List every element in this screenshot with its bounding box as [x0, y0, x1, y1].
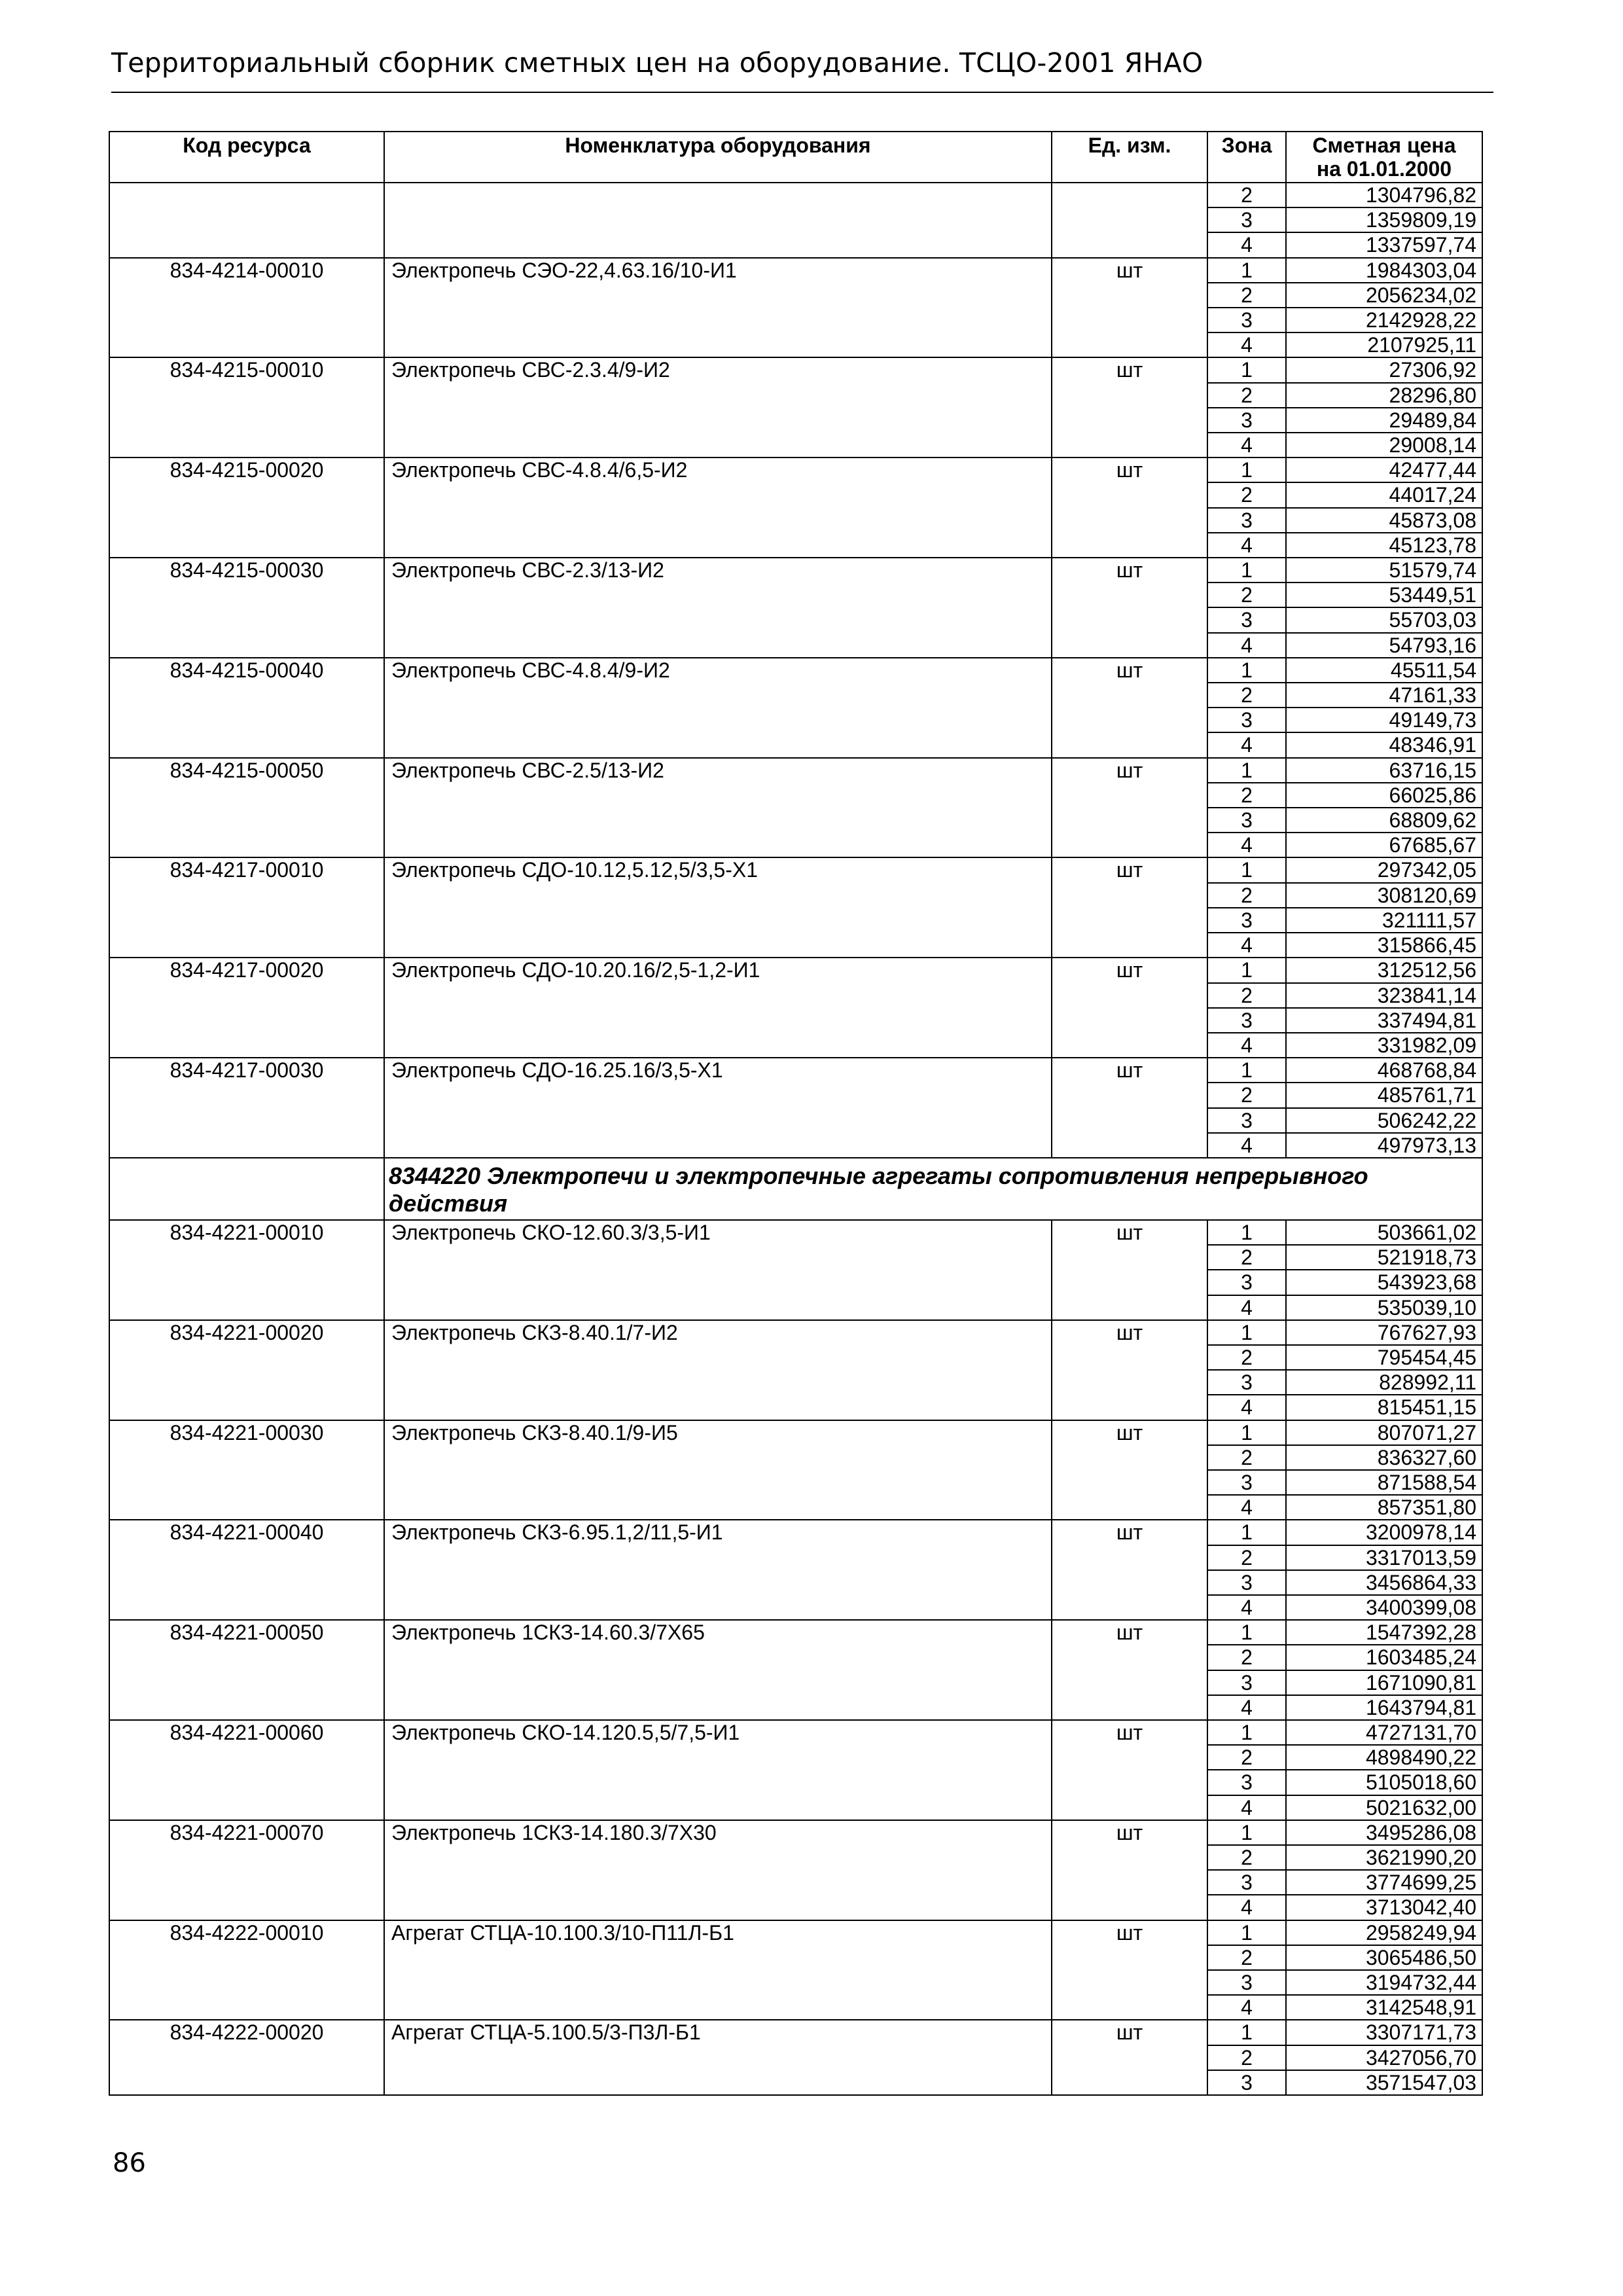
price-cell: 312512,56: [1286, 958, 1482, 982]
price-cell: 45873,08: [1286, 508, 1482, 533]
price-cell: 42477,44: [1286, 457, 1482, 482]
price-cell: 5105018,60: [1286, 1770, 1482, 1795]
price-cell: 3194732,44: [1286, 1970, 1482, 1995]
table-row: [109, 958, 1482, 982]
zone-cell: 3: [1207, 708, 1286, 732]
item-name: Электропечь СКЗ-8.40.1/7-И2: [384, 1320, 1052, 1420]
price-cell: 3456864,33: [1286, 1570, 1482, 1595]
table-row: [109, 1420, 1482, 1445]
price-cell: 1304796,82: [1286, 183, 1482, 207]
item-name: Электропечь СДО-16.25.16/3,5-Х1: [384, 1058, 1052, 1158]
item-name: Электропечь 1СКЗ-14.60.3/7Х65: [384, 1620, 1052, 1720]
item-code: 834-4221-00020: [109, 1320, 384, 1420]
zone-cell: 3: [1207, 607, 1286, 632]
item-unit: шт: [1052, 658, 1207, 758]
item-unit: шт: [1052, 1520, 1207, 1620]
price-cell: 3774699,25: [1286, 1870, 1482, 1895]
column-header-name: Номенклатура оборудования: [384, 132, 1052, 183]
zone-cell: 4: [1207, 1033, 1286, 1058]
section-heading-row: [109, 1158, 1482, 1220]
item-unit: шт: [1052, 357, 1207, 457]
zone-cell: 1: [1207, 1820, 1286, 1845]
zone-cell: 2: [1207, 1745, 1286, 1770]
item-name: Электропечь СВС-2.3.4/9-И2: [384, 357, 1052, 457]
item-code: 834-4217-00020: [109, 958, 384, 1058]
price-cell: 485761,71: [1286, 1083, 1482, 1107]
price-cell: 1603485,24: [1286, 1645, 1482, 1670]
zone-cell: 2: [1207, 1845, 1286, 1870]
price-cell: 28296,80: [1286, 383, 1482, 408]
price-cell: 297342,05: [1286, 857, 1482, 882]
table-row: [109, 1920, 1482, 1945]
price-cell: 3065486,50: [1286, 1945, 1482, 1970]
price-cell: 67685,67: [1286, 833, 1482, 857]
zone-cell: 1: [1207, 658, 1286, 683]
price-cell: 828992,11: [1286, 1370, 1482, 1395]
item-name: Электропечь СВС-2.5/13-И2: [384, 758, 1052, 858]
item-unit: шт: [1052, 1620, 1207, 1720]
zone-cell: 4: [1207, 1895, 1286, 1920]
item-name: Агрегат СТЦА-5.100.5/3-П3Л-Б1: [384, 2020, 1052, 2095]
item-unit: шт: [1052, 1058, 1207, 1158]
price-cell: 836327,60: [1286, 1445, 1482, 1470]
price-cell: 321111,57: [1286, 908, 1482, 933]
table-row: [109, 1220, 1482, 1245]
table-row: [109, 1320, 1482, 1345]
table-row: [109, 658, 1482, 683]
price-cell: 2142928,22: [1286, 308, 1482, 332]
price-cell: 468768,84: [1286, 1058, 1482, 1083]
table-row: [109, 758, 1482, 783]
item-code: 834-4215-00030: [109, 558, 384, 658]
zone-cell: 4: [1207, 1695, 1286, 1720]
section-code-cell: [109, 1158, 384, 1220]
price-cell: 68809,62: [1286, 808, 1482, 833]
section-heading: 8344220 Электропечи и электропечные агрегаты сопротивления непрерывного действия: [384, 1158, 1482, 1220]
zone-cell: 2: [1207, 1345, 1286, 1370]
table-row: [109, 558, 1482, 583]
table-header-row: [109, 132, 1482, 183]
item-name: Электропечь СЭО-22,4.63.16/10-И1: [384, 258, 1052, 358]
zone-cell: 2: [1207, 1945, 1286, 1970]
zone-cell: 4: [1207, 933, 1286, 958]
zone-cell: 1: [1207, 357, 1286, 382]
price-cell: 3307171,73: [1286, 2020, 1482, 2045]
item-unit: шт: [1052, 1920, 1207, 2020]
price-cell: 543923,68: [1286, 1270, 1482, 1295]
zone-cell: 3: [1207, 1570, 1286, 1595]
item-code: 834-4217-00030: [109, 1058, 384, 1158]
price-cell: 3200978,14: [1286, 1520, 1482, 1545]
price-cell: 1359809,19: [1286, 207, 1482, 232]
price-cell: 3427056,70: [1286, 2045, 1482, 2070]
zone-cell: 1: [1207, 857, 1286, 882]
price-header-line1: Сметная цена: [1312, 134, 1456, 157]
zone-cell: 2: [1207, 583, 1286, 607]
price-cell: 3495286,08: [1286, 1820, 1482, 1845]
price-cell: 807071,27: [1286, 1420, 1482, 1445]
price-cell: 3571547,03: [1286, 2070, 1482, 2095]
item-unit: шт: [1052, 2020, 1207, 2095]
item-code: 834-4221-00070: [109, 1820, 384, 1920]
table-row: [109, 357, 1482, 382]
zone-cell: 2: [1207, 283, 1286, 308]
table-row: [109, 258, 1482, 283]
zone-cell: 2: [1207, 1445, 1286, 1470]
item-name: Электропечь СДО-10.20.16/2,5-1,2-И1: [384, 958, 1052, 1058]
zone-cell: 4: [1207, 633, 1286, 658]
price-cell: 521918,73: [1286, 1245, 1482, 1270]
price-cell: 49149,73: [1286, 708, 1482, 732]
zone-cell: 4: [1207, 833, 1286, 857]
item-name: Агрегат СТЦА-10.100.3/10-П11Л-Б1: [384, 1920, 1052, 2020]
zone-cell: 4: [1207, 1795, 1286, 1820]
item-code: 834-4222-00020: [109, 2020, 384, 2095]
zone-cell: 3: [1207, 1670, 1286, 1695]
zone-cell: 3: [1207, 1370, 1286, 1395]
table-body: [109, 183, 1482, 2095]
zone-cell: 3: [1207, 1470, 1286, 1495]
item-name: Электропечь СВС-2.3/13-И2: [384, 558, 1052, 658]
price-cell: 1671090,81: [1286, 1670, 1482, 1695]
item-code: 834-4221-00030: [109, 1420, 384, 1520]
item-code: 834-4215-00020: [109, 457, 384, 558]
zone-cell: 3: [1207, 408, 1286, 433]
zone-cell: 2: [1207, 1645, 1286, 1670]
price-cell: 503661,02: [1286, 1220, 1482, 1245]
item-code: 834-4221-00010: [109, 1220, 384, 1320]
item-code: 834-4222-00010: [109, 1920, 384, 2020]
price-cell: 48346,91: [1286, 732, 1482, 757]
zone-cell: 1: [1207, 258, 1286, 283]
zone-cell: 1: [1207, 1620, 1286, 1645]
price-cell: 3400399,08: [1286, 1595, 1482, 1620]
item-name: Электропечь СВС-4.8.4/6,5-И2: [384, 457, 1052, 558]
zone-cell: 3: [1207, 2070, 1286, 2095]
table-row: [109, 1520, 1482, 1545]
item-name: Электропечь СВС-4.8.4/9-И2: [384, 658, 1052, 758]
item-unit: шт: [1052, 857, 1207, 958]
zone-cell: 2: [1207, 1245, 1286, 1270]
price-cell: 54793,16: [1286, 633, 1482, 658]
page-number: 86: [113, 2148, 146, 2178]
zone-cell: 2: [1207, 2045, 1286, 2070]
price-cell: 2107925,11: [1286, 332, 1482, 357]
price-cell: 53449,51: [1286, 583, 1482, 607]
column-header-zone: Зона: [1207, 132, 1286, 183]
zone-cell: 3: [1207, 308, 1286, 332]
price-cell: 55703,03: [1286, 607, 1482, 632]
item-unit: шт: [1052, 758, 1207, 858]
zone-cell: 2: [1207, 482, 1286, 507]
table-row: [109, 1620, 1482, 1645]
item-unit: шт: [1052, 1220, 1207, 1320]
price-cell: 1337597,74: [1286, 232, 1482, 257]
price-cell: 29008,14: [1286, 433, 1482, 457]
zone-cell: 3: [1207, 1770, 1286, 1795]
item-code: [109, 183, 384, 258]
zone-cell: 3: [1207, 1870, 1286, 1895]
price-cell: 871588,54: [1286, 1470, 1482, 1495]
zone-cell: 3: [1207, 1008, 1286, 1033]
zone-cell: 4: [1207, 1595, 1286, 1620]
price-cell: 815451,15: [1286, 1395, 1482, 1420]
price-cell: 44017,24: [1286, 482, 1482, 507]
zone-cell: 1: [1207, 1220, 1286, 1245]
price-cell: 66025,86: [1286, 783, 1482, 808]
price-cell: 47161,33: [1286, 683, 1482, 708]
item-unit: шт: [1052, 1420, 1207, 1520]
zone-cell: 2: [1207, 783, 1286, 808]
price-cell: 51579,74: [1286, 558, 1482, 583]
table-row: [109, 1720, 1482, 1745]
zone-cell: 1: [1207, 1420, 1286, 1445]
price-cell: 5021632,00: [1286, 1795, 1482, 1820]
price-cell: 45511,54: [1286, 658, 1482, 683]
zone-cell: 1: [1207, 1520, 1286, 1545]
zone-cell: 4: [1207, 232, 1286, 257]
price-cell: 506242,22: [1286, 1108, 1482, 1133]
price-cell: 315866,45: [1286, 933, 1482, 958]
item-name: Электропечь СКО-14.120.5,5/7,5-И1: [384, 1720, 1052, 1820]
table-row: [109, 457, 1482, 482]
zone-cell: 1: [1207, 2020, 1286, 2045]
price-cell: 1984303,04: [1286, 258, 1482, 283]
price-cell: 323841,14: [1286, 983, 1482, 1008]
item-unit: шт: [1052, 1820, 1207, 1920]
zone-cell: 4: [1207, 732, 1286, 757]
item-unit: шт: [1052, 1320, 1207, 1420]
item-code: 834-4215-00050: [109, 758, 384, 858]
zone-cell: 4: [1207, 433, 1286, 457]
zone-cell: 1: [1207, 1920, 1286, 1945]
zone-cell: 4: [1207, 1395, 1286, 1420]
item-code: 834-4214-00010: [109, 258, 384, 358]
item-code: 834-4221-00050: [109, 1620, 384, 1720]
table-row: [109, 857, 1482, 882]
price-cell: 535039,10: [1286, 1295, 1482, 1320]
item-unit: шт: [1052, 457, 1207, 558]
zone-cell: 3: [1207, 508, 1286, 533]
zone-cell: 3: [1207, 1270, 1286, 1295]
zone-cell: 2: [1207, 383, 1286, 408]
column-header-unit: Ед. изм.: [1052, 132, 1207, 183]
price-table: [109, 131, 1483, 2096]
zone-cell: 3: [1207, 1970, 1286, 1995]
item-name: [384, 183, 1052, 258]
zone-cell: 1: [1207, 758, 1286, 783]
zone-cell: 4: [1207, 1295, 1286, 1320]
zone-cell: 1: [1207, 1320, 1286, 1345]
zone-cell: 3: [1207, 1108, 1286, 1133]
price-cell: 3317013,59: [1286, 1545, 1482, 1570]
price-cell: 857351,80: [1286, 1495, 1482, 1520]
zone-cell: 4: [1207, 1995, 1286, 2020]
zone-cell: 2: [1207, 183, 1286, 207]
price-cell: 337494,81: [1286, 1008, 1482, 1033]
item-unit: шт: [1052, 258, 1207, 358]
price-cell: 3713042,40: [1286, 1895, 1482, 1920]
column-header-price: [1286, 132, 1482, 183]
item-code: 834-4215-00010: [109, 357, 384, 457]
zone-cell: 1: [1207, 958, 1286, 982]
item-name: Электропечь СКЗ-6.95.1,2/11,5-И1: [384, 1520, 1052, 1620]
item-unit: шт: [1052, 958, 1207, 1058]
price-cell: 29489,84: [1286, 408, 1482, 433]
zone-cell: 2: [1207, 1545, 1286, 1570]
zone-cell: 1: [1207, 1058, 1286, 1083]
page-header-title: Территориальный сборник сметных цен на оборудование. ТСЦО-2001 ЯНАО: [111, 47, 1204, 79]
zone-cell: 1: [1207, 558, 1286, 583]
zone-cell: 2: [1207, 983, 1286, 1008]
table-row: [109, 183, 1482, 207]
item-code: 834-4215-00040: [109, 658, 384, 758]
price-cell: 1547392,28: [1286, 1620, 1482, 1645]
price-cell: 795454,45: [1286, 1345, 1482, 1370]
price-cell: 4727131,70: [1286, 1720, 1482, 1745]
table-row: [109, 1820, 1482, 1845]
zone-cell: 3: [1207, 808, 1286, 833]
price-cell: 2056234,02: [1286, 283, 1482, 308]
item-code: 834-4221-00040: [109, 1520, 384, 1620]
table-row: [109, 1058, 1482, 1083]
price-cell: 3142548,91: [1286, 1995, 1482, 2020]
price-cell: 27306,92: [1286, 357, 1482, 382]
item-name: Электропечь СДО-10.12,5.12,5/3,5-Х1: [384, 857, 1052, 958]
price-cell: 3621990,20: [1286, 1845, 1482, 1870]
zone-cell: 4: [1207, 332, 1286, 357]
price-cell: 2958249,94: [1286, 1920, 1482, 1945]
zone-cell: 3: [1207, 908, 1286, 933]
zone-cell: 1: [1207, 1720, 1286, 1745]
column-header-code: Код ресурса: [109, 132, 384, 183]
item-code: 834-4221-00060: [109, 1720, 384, 1820]
zone-cell: 4: [1207, 1133, 1286, 1158]
zone-cell: 4: [1207, 533, 1286, 558]
price-cell: 63716,15: [1286, 758, 1482, 783]
item-unit: [1052, 183, 1207, 258]
price-cell: 4898490,22: [1286, 1745, 1482, 1770]
zone-cell: 1: [1207, 457, 1286, 482]
zone-cell: 2: [1207, 683, 1286, 708]
price-cell: 308120,69: [1286, 883, 1482, 908]
price-cell: 767627,93: [1286, 1320, 1482, 1345]
price-cell: 1643794,81: [1286, 1695, 1482, 1720]
zone-cell: 2: [1207, 883, 1286, 908]
price-cell: 331982,09: [1286, 1033, 1482, 1058]
price-header-line2: на 01.01.2000: [1316, 157, 1452, 181]
header-divider: [111, 92, 1493, 93]
price-cell: 45123,78: [1286, 533, 1482, 558]
zone-cell: 3: [1207, 207, 1286, 232]
table-row: [109, 2020, 1482, 2045]
item-name: Электропечь СКЗ-8.40.1/9-И5: [384, 1420, 1052, 1520]
price-cell: 497973,13: [1286, 1133, 1482, 1158]
item-unit: шт: [1052, 558, 1207, 658]
item-code: 834-4217-00010: [109, 857, 384, 958]
item-name: Электропечь СКО-12.60.3/3,5-И1: [384, 1220, 1052, 1320]
item-unit: шт: [1052, 1720, 1207, 1820]
item-name: Электропечь 1СКЗ-14.180.3/7Х30: [384, 1820, 1052, 1920]
zone-cell: 2: [1207, 1083, 1286, 1107]
zone-cell: 4: [1207, 1495, 1286, 1520]
